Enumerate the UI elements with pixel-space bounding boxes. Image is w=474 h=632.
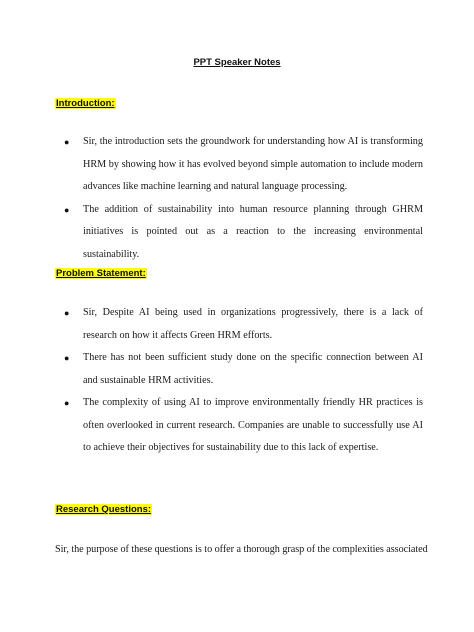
list-item [55, 302, 423, 347]
list-item-text: Sir, the introduction sets the groundwork for understanding how AI is transforming HRM by showing how it has evolved beyond simple automation to include modern advances like machine learning and natural language processing. [83, 136, 423, 192]
list-item [55, 199, 423, 267]
problem-statement-heading-text: Problem Statement: [56, 268, 146, 279]
problem-statement-bullet-list [55, 302, 423, 460]
document-title [0, 57, 474, 68]
introduction-heading-text: Introduction: [56, 98, 115, 109]
bullet-icon: ● [64, 398, 70, 408]
bullet-icon: ● [64, 137, 70, 147]
bullet-icon: ● [64, 308, 70, 318]
list-item-text: The complexity of using AI to improve environmentally friendly HR practices is often overlooked in current research. Companies are unable to successfully use AI to achieve their objectives for sustainability due to this lack of expertise. [83, 397, 423, 453]
introduction-heading [55, 98, 116, 109]
list-item [55, 347, 423, 392]
research-questions-paragraph: Sir, the purpose of these questions is to offer a thorough grasp of the complexities associated [55, 544, 428, 555]
introduction-bullet-list [55, 131, 423, 266]
list-item [55, 392, 423, 460]
bullet-icon: ● [64, 204, 70, 215]
list-item-text: The addition of sustainability into human resource planning through GHRM initiatives is pointed out as a reaction to the increasing environmental sustainability. [83, 203, 423, 260]
list-item-text: Sir, Despite AI being used in organizations progressively, there is a lack of research on how it affects Green HRM efforts. [83, 307, 423, 341]
bullet-icon: ● [64, 353, 70, 363]
list-item [55, 131, 423, 199]
list-item-text: There has not been sufficient study done on the specific connection between AI and sustainable HRM activities. [83, 352, 423, 386]
document-title-text: PPT Speaker Notes [193, 57, 281, 68]
research-questions-heading [55, 504, 152, 515]
research-questions-heading-text: Research Questions: [56, 504, 152, 515]
problem-statement-heading [55, 268, 147, 279]
